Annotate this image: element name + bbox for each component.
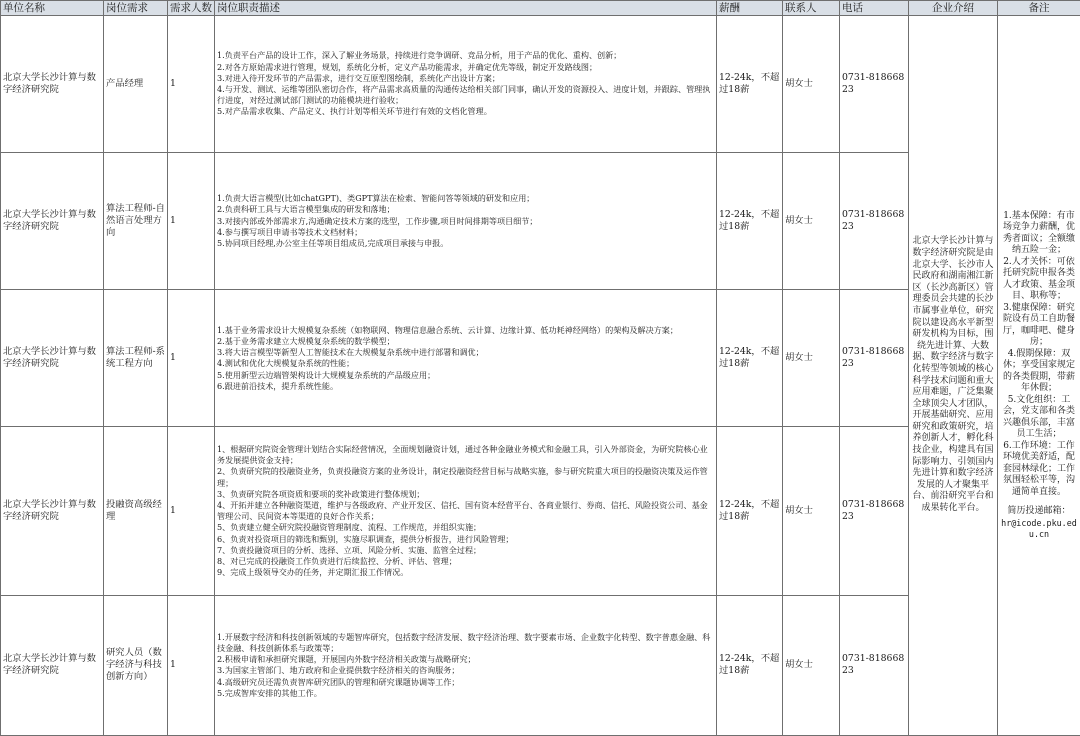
header-notes: 备注 [998,1,1080,16]
count-cell: 1 [168,153,215,290]
duty-line: 5.协同项目经理,办公室主任等项目组成员,完成项目承接与申报。 [217,238,449,249]
resume-label: 简历投递邮箱： [1007,506,1071,516]
header-duties: 岗位职责描述 [215,1,717,16]
duties-cell [215,595,717,735]
position-cell: 产品经理 [104,16,168,153]
contact-cell: 胡女士 [783,427,840,595]
duty-line: 8、对已完成的投融资工作负责进行后续监控、分析、评估、管理； [217,555,457,566]
contact-cell: 胡女士 [783,595,840,735]
duty-line: 2.对各方原始需求进行管理，规划，系统化分析，定义产品功能需求，并确定优先等级，制定开发路线图； [217,61,598,72]
duty-line: 4.测试和优化大规模复杂系统的性能； [217,358,355,369]
duty-line: 5、负责建立健全研究院投融资管理制度、流程、工作规范，并组织实施； [217,522,482,533]
duty-line: 5.使用新型云边端管架构设计大规模复杂系统的产品级应用； [217,369,436,380]
duty-line: 4、开拓并建立各种融资渠道，维护与各级政府、产业开发区、信托、国有资本经营平台、各商业银行、券商、信托、风险投资公司、基金管理公司、民间资本等渠道的良好合作关系； [217,499,708,522]
note-line: 3.健康保障：研究院设有员工自助餐厅，咖啡吧、健身房； [1002,302,1075,347]
phone-cell: 0731-81866823 [840,153,909,290]
contact-cell: 胡女士 [783,290,840,427]
phone-cell: 0731-81866823 [840,595,909,735]
phone-cell: 0731-81866823 [840,427,909,595]
duty-line: 6、负责对投资项目的筛选和甄别，实施尽职调查，提供分析报告，进行风险管理； [217,533,514,544]
duties-cell [215,153,717,290]
duty-line: 1.负责大语言模型(比如chatGPT)、类GPT算法在检索、智能问答等领域的研发和应用； [217,193,535,204]
duties-cell [215,290,717,427]
salary-cell: 12-24k，不超过18薪 [717,290,783,427]
duty-line: 6.跟进前沿技术，提升系统性能。 [217,380,339,391]
duty-line: 3.对进入待开发环节的产品需求，进行交互原型图绘制，系统化产出设计方案； [217,72,500,83]
count-cell: 1 [168,290,215,427]
duty-line: 1.开展数字经济和科技创新领域的专题智库研究，包括数字经济发展、数字经济治理、数字要素市场、企业数字化转型、数字普惠金融、科技金融、科技创新体系与政策等； [217,631,711,653]
phone-cell: 0731-81866823 [840,16,909,153]
contact-cell: 胡女士 [783,153,840,290]
duty-line: 2.基于业务需求建立大规模复杂系统的数学模型； [217,335,395,346]
header-intro: 企业介绍 [909,1,998,16]
notes-cell [998,16,1080,736]
salary-cell: 12-24k，不超过18薪 [717,16,783,153]
duty-line: 3.为国家主管部门、地方政府和企业提供数字经济相关的咨询服务； [217,665,460,676]
duty-line: 1.负责平台产品的设计工作，深入了解业务场景，持续进行竞争调研、竞品分析，用于产品的优化、重构、创新； [217,50,622,61]
phone-cell: 0731-81866823 [840,290,909,427]
duty-line: 4.与开发、测试、运维等团队密切合作，将产品需求高质量的沟通传达给相关部门同事，确认开发的资源投入、进度计划，并跟踪、管理执行进度，对经过测试部门测试的功能模块进行验收； [217,84,711,106]
header-contact: 联系人 [783,1,840,16]
contact-cell: 胡女士 [783,16,840,153]
header-position: 岗位需求 [104,1,168,16]
duty-line: 2.负责科研工具与大语言模型集成的研发和落地； [217,204,395,215]
duty-line: 1.基于业务需求设计大规模复杂系统（如物联网、物理信息融合系统、云计算、边缘计算、低功耗神经网络）的架构及解决方案； [217,324,678,335]
duty-line: 2.积极申请和承担研究课题，开展国内外数字经济相关政策与战略研究； [217,654,476,665]
duties-cell [215,427,717,595]
header-phone: 电话 [840,1,909,16]
salary-cell: 12-24k，不超过18薪 [717,153,783,290]
header-count: 需求人数 [168,1,215,16]
resume-email[interactable]: hr@icode.pku.edu.cn [1001,517,1077,539]
company-intro-cell: 北京大学长沙计算与数字经济研究院是由北京大学、长沙市人民政府和湖南湘江新区（长沙高新区）管理委员会共建的长沙市属事业单位，研究院以建设高水平新型研发机构为目标，围绕先进计算、大数据、数字经济与数字化转型等领域的核心科学技术问题和重大应用难题，广泛集聚全球顶尖人才团队，开展基础研究、应用研究和政策研究，培养创新人才，孵化科技企业，构建具有国际影响力、引领国内先进计算和数字经济发展的人才聚集平台、前沿研究平台和成果转化平台。 [909,16,998,736]
duty-line: 3.对接内部或外部需求方,沟通确定技术方案的选型，工作步骤,项目时间排期等项目细节； [217,215,538,226]
header-org: 单位名称 [1,1,104,16]
duty-line: 4.高级研究员还需负责智库研究团队的管理和研究课题协调等工作； [217,676,460,687]
count-cell: 1 [168,595,215,735]
count-cell: 1 [168,427,215,595]
duty-line: 4.参与撰写项目申请书等技术文档材料； [217,226,363,237]
table-row [1,16,1080,153]
org-cell: 北京大学长沙计算与数字经济研究院 [1,153,104,290]
position-cell: 研究人员（数字经济与科技创新方向） [104,595,168,735]
note-line: 2.人才关怀：可依托研究院申报各类人才政策、基金项目、职称等； [1002,256,1075,301]
salary-cell: 12-24k，不超过18薪 [717,595,783,735]
org-cell: 北京大学长沙计算与数字经济研究院 [1,16,104,153]
org-cell: 北京大学长沙计算与数字经济研究院 [1,427,104,595]
header-salary: 薪酬 [717,1,783,16]
header-row [1,1,1080,16]
duty-line: 5.对产品需求收集、产品定义、执行计划等相关环节进行有效的文档化管理。 [217,106,492,117]
position-cell: 投融资高级经理 [104,427,168,595]
note-line: 5.文化组织：工会，党支部和各类兴趣俱乐部，丰富员工生活； [1002,394,1075,439]
position-cell: 算法工程师-自然语言处理方向 [104,153,168,290]
salary-cell: 12-24k，不超过18薪 [717,427,783,595]
duties-cell [215,16,717,153]
position-cell: 算法工程师-系统工程方向 [104,290,168,427]
note-line: 1.基本保障：有市场竞争力薪酬，优秀者面议；全额缴纳五险一金； [1002,210,1075,255]
org-cell: 北京大学长沙计算与数字经济研究院 [1,290,104,427]
org-cell: 北京大学长沙计算与数字经济研究院 [1,595,104,735]
note-line: 4.假期保障：双休；享受国家规定的各类假期，带薪年休假； [1002,348,1075,393]
note-line: 6.工作环境：工作环境优美舒适，配套园林绿化；工作氛围轻松平等，沟通简单直接。 [1002,440,1075,497]
count-cell: 1 [168,16,215,153]
duty-line: 3、负责研究院各项资质和要项的奖补政策进行整体规划； [217,488,425,499]
duty-line: 9、完成上级领导交办的任务，并定期汇报工作情况。 [217,567,409,578]
duty-line: 1、根据研究院资金管理计划结合实际经营情况，全面规划融资计划，通过各种金融业务模式和金融工具，引入外部资金，为研究院核心业务发展提供资金支持； [217,443,708,466]
duty-line: 7、负责投融资项目的分析、选择、立项、风险分析、实施、监管全过程； [217,544,482,555]
duty-line: 3.将大语言模型等新型人工智能技术在大规模复杂系统中进行部署和调优； [217,347,484,358]
duty-line: 2、负责研究院的投融资业务，负责投融资方案的业务设计，制定投融资经营目标与战略实施，参与研究院重大项目的投融资决策及运作管理； [217,466,708,488]
duty-line: 5.完成智库安排的其他工作。 [217,687,322,698]
